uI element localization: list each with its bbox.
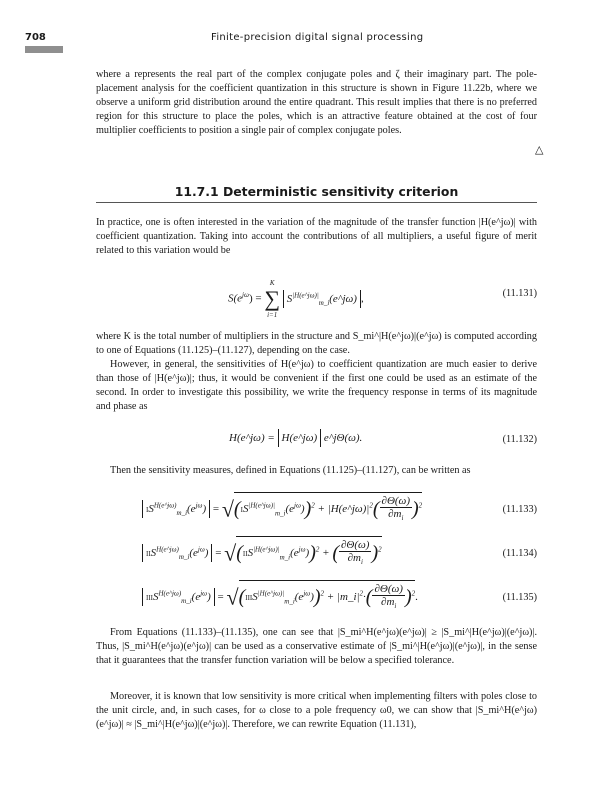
eq135-roman-lhs: III <box>146 594 153 603</box>
eq131-sum-upper: K <box>269 279 275 287</box>
equation-11-132 <box>96 428 537 452</box>
eq135-factor-pow: 2 <box>359 589 364 598</box>
eq133-factor: |H(e^jω)| <box>327 503 370 516</box>
eq135-trail: . <box>415 591 418 604</box>
eq131-lhs: S(e <box>228 292 243 305</box>
eq131-trail: , <box>360 292 364 305</box>
eq131-arg: (e^jω) <box>329 292 357 305</box>
paragraph-3: Then the sensitivity measures, defined in Equations (11.125)–(11.127), can be written as <box>110 465 471 476</box>
eq133-roman-lhs: I <box>146 506 149 515</box>
eq132-exp: e^jΘ(ω). <box>323 432 363 444</box>
running-head: Finite-precision digital signal processing <box>211 32 424 43</box>
eq131-sum-lower: i=1 <box>267 311 278 319</box>
eq133-roman-rhs: I <box>240 506 243 515</box>
paragraph-2b: However, in general, the sensitivities of H(e^jω) to coefficient quantization are much easier to derive than those of |H(e^jω)|; thus, it would be convenient if the first one could be used as an estimate of the second. In order to investigate this possibility, we write the frequency response in terms of its magnitude and phase as <box>96 359 537 412</box>
equation-11-131 <box>96 272 537 319</box>
section-title: Deterministic sensitivity criterion <box>222 184 459 199</box>
section-heading <box>96 184 537 199</box>
equation-11-133: $IS^{H(e\^{}j\omega)}_{m\_i}(e^{j\omega}) = √(IS^{|H(e\^{}j\omega)|}_{m\_i}(e^{j\omega}))^2$ + $|H(e\^{}j\omega)|^2$( $\frac{\partial\Theta(\omega)}{\partial m_i}$ )$^2$ (11.133) <box>96 488 537 532</box>
eq131-abs <box>283 290 361 308</box>
eq131-S-sub: m_i <box>318 298 330 307</box>
page-header <box>25 32 585 46</box>
sigma-symbol: ∑ <box>264 286 280 311</box>
eq132-lhs: H(e^jω) = <box>229 432 278 444</box>
eq131-number: (11.131) <box>502 288 537 299</box>
header-bar <box>25 46 63 53</box>
section-rule <box>96 202 537 203</box>
equation-11-134: $IIS^{H(e\^{}j\omega)}_{m\_i}(e^{j\omega}) = √(IIS^{|H(e\^{}j\omega)|}_{m\_i}(e^{j\omega}))^2$ + ( $\frac{\partial\Theta(\omega)}{\partial m_i}$ )$^2$ (11.134) <box>96 532 537 576</box>
paragraph-1: In practice, one is often interested in the variation of the magnitude of the transfer function |H(e^jω)| with coefficient quantization. Taking into account the contributions of all multipliers, a useful figure of merit related to this variation would be <box>96 217 537 256</box>
intro-paragraph: where a represents the real part of the complex conjugate poles and ζ their imaginary part. The pole-placement analysis for the coefficient quantization in this structure is shown in Figure 11.22b, where we observe a uniform grid distribution around the entire quadrant. This result implies that there is no preferred region for this structure to place the poles, which is an attractive feature obtained at the cost of four multiplier coefficients to position a single pair of complex conjugate poles. <box>96 69 537 136</box>
eq135-roman-rhs: III <box>245 594 253 603</box>
eq131-S-sup: |H(e^jω)| <box>292 290 319 299</box>
page-number: 708 <box>25 32 46 43</box>
section-number: 11.7.1 <box>174 184 219 199</box>
equation-11-135: $IIIS^{H(e\^{}j\omega)}_{m\_i}(e^{j\omega})$ = $√(IIIS^{|H(e\^{}j\omega)|}_{m\_i}(e^{j\omega}))^2$ + $|m\_i|^2\cdot$( $\frac{\partial\Theta(\omega)}{\partial m_i}$ )$^2$. (11.135) <box>96 576 537 620</box>
eq135-number: (11.135) <box>502 592 537 603</box>
eq131-equals: ) = <box>248 292 265 305</box>
end-of-example-mark: △ <box>535 144 544 156</box>
eq134-roman-lhs: II <box>146 550 151 559</box>
sqrt-symbol: √ <box>221 496 234 522</box>
eq131-S: S <box>286 292 293 305</box>
eq134-number: (11.134) <box>502 548 537 559</box>
paragraph-4: From Equations (11.133)–(11.135), one can see that |S_mi^H(e^jω)(e^jω)| ≥ |S_mi^|H(e^jω)|(e^jω)|. Thus, |S_mi^H(e^jω)(e^jω)| can be used as a conservative estimate of |S_mi^|H(e^jω)|(e^jω)|, in the sense that it guarantees that the transfer function variation will be below a specified tolerance. <box>96 627 537 666</box>
eq131-lhs-sup: jω <box>242 290 249 299</box>
eq132-number: (11.132) <box>502 434 537 445</box>
eq134-roman-rhs: II <box>242 550 248 559</box>
paragraph-2a: where K is the total number of multipliers in the structure and S_mi^|H(e^jω)|(e^jω) is computed according to one of Equations (11.125)–(11.127), depending on the case. <box>96 331 537 356</box>
eq135-factor: |m_i| <box>336 591 360 604</box>
eq133-factor-pow: 2 <box>369 501 373 510</box>
eq133-number: (11.133) <box>502 504 537 515</box>
paragraph-5: Moreover, it is known that low sensitivity is more critical when implementing filters with poles close to the unit circle, and, in such cases, for ω close to a pole frequency ω0, we can show that |S_mi^H(e^jω)(e^jω)| ≈ |S_mi^|H(e^jω)|(e^jω)|. Therefore, we can rewrite Equation (11.131), <box>96 691 537 730</box>
eq131-sum <box>264 278 280 320</box>
eq132-abs: H(e^jω) <box>278 429 322 447</box>
